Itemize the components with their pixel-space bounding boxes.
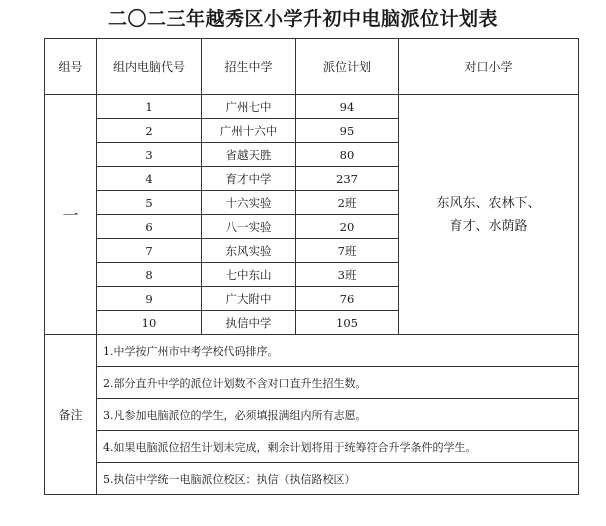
row-school: 东风实验	[202, 239, 296, 263]
note-item: 1.中学按广州市中考学校代码排序。	[97, 335, 579, 367]
row-plan: 7班	[296, 239, 399, 263]
header-row	[45, 39, 579, 95]
group-number: 一	[45, 95, 97, 335]
row-school: 广州十六中	[202, 119, 296, 143]
row-code: 6	[97, 215, 202, 239]
row-code: 2	[97, 119, 202, 143]
row-school: 广州七中	[202, 95, 296, 119]
note-item: 5.执信中学统一电脑派位校区：执信（执信路校区）	[97, 463, 579, 495]
allocation-table	[44, 38, 579, 495]
header-group: 组号	[45, 39, 97, 95]
row-plan: 3班	[296, 263, 399, 287]
header-plan: 派位计划	[296, 39, 399, 95]
row-plan: 76	[296, 287, 399, 311]
row-plan: 80	[296, 143, 399, 167]
row-code: 1	[97, 95, 202, 119]
row-code: 10	[97, 311, 202, 335]
header-school: 招生中学	[202, 39, 296, 95]
header-feeder: 对口小学	[399, 39, 579, 95]
row-code: 8	[97, 263, 202, 287]
row-school: 七中东山	[202, 263, 296, 287]
row-code: 3	[97, 143, 202, 167]
header-code: 组内电脑代号	[97, 39, 202, 95]
row-school: 十六实验	[202, 191, 296, 215]
note-row	[45, 367, 579, 399]
row-school: 省越天胜	[202, 143, 296, 167]
row-school: 广大附中	[202, 287, 296, 311]
row-school: 育才中学	[202, 167, 296, 191]
row-school: 八一实验	[202, 215, 296, 239]
row-plan: 94	[296, 95, 399, 119]
row-code: 7	[97, 239, 202, 263]
row-plan: 20	[296, 215, 399, 239]
note-row	[45, 431, 579, 463]
note-row	[45, 463, 579, 495]
row-plan: 105	[296, 311, 399, 335]
feeder-line-2: 育才、水荫路	[449, 218, 528, 234]
note-item: 3.凡参加电脑派位的学生，必须填报满组内所有志愿。	[97, 399, 579, 431]
note-row	[45, 335, 579, 367]
page-title: 二〇二三年越秀区小学升初中电脑派位计划表	[107, 8, 498, 30]
note-item: 4.如果电脑派位招生计划未完成，剩余计划将用于统筹符合升学条件的学生。	[97, 431, 579, 463]
table-row	[45, 95, 579, 119]
row-plan: 2班	[296, 191, 399, 215]
feeder-line-1: 东风东、农林下、	[436, 195, 541, 211]
row-code: 4	[97, 167, 202, 191]
row-code: 5	[97, 191, 202, 215]
row-school: 执信中学	[202, 311, 296, 335]
note-item: 2.部分直升中学的派位计划数不含对口直升生招生数。	[97, 367, 579, 399]
note-row	[45, 399, 579, 431]
row-plan: 237	[296, 167, 399, 191]
feeder-schools	[399, 95, 579, 335]
row-plan: 95	[296, 119, 399, 143]
row-code: 9	[97, 287, 202, 311]
notes-label: 备注	[45, 335, 97, 495]
